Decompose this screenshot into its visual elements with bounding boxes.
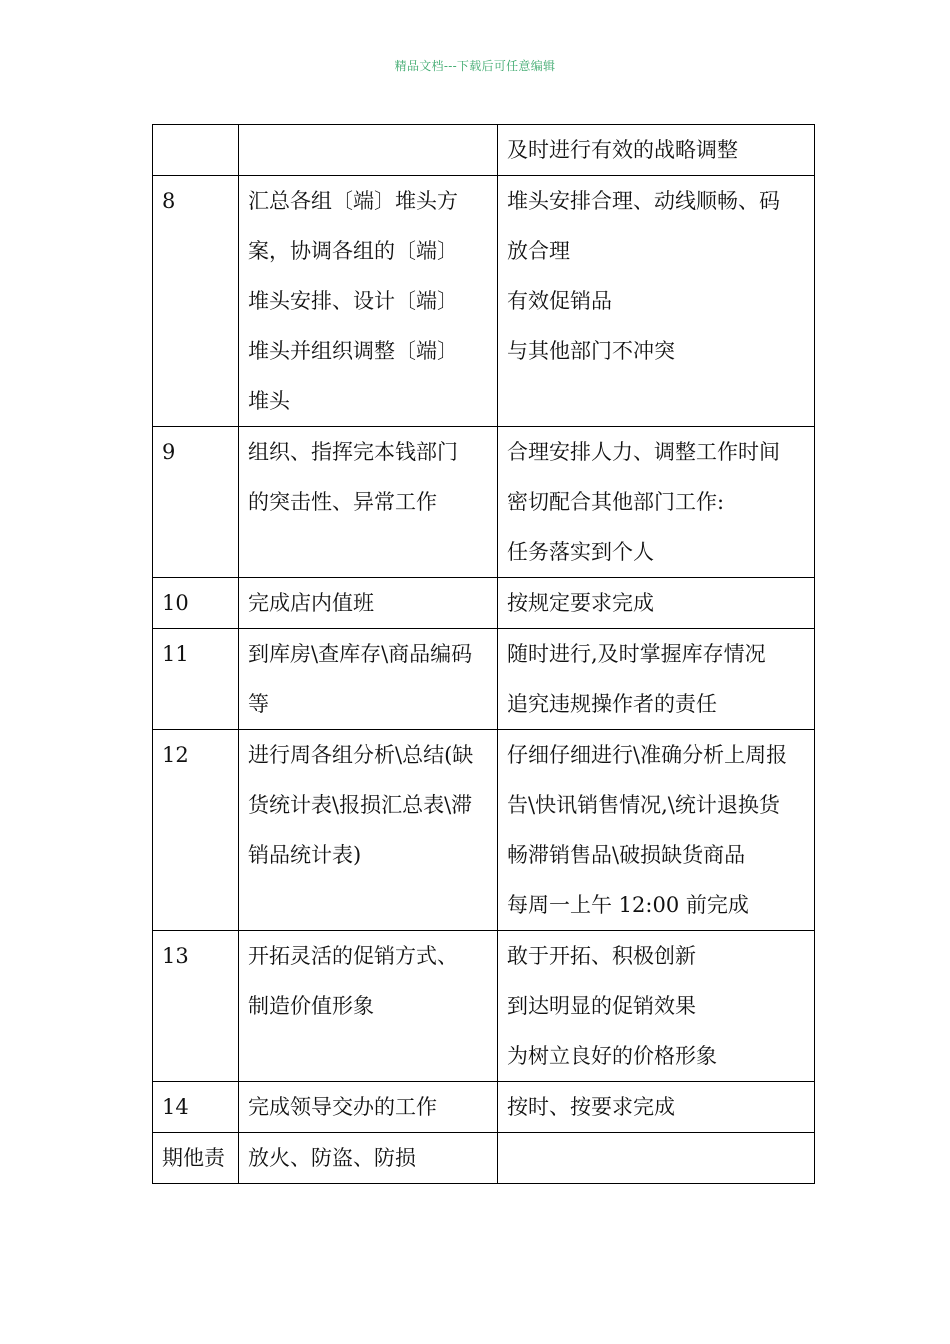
- table-row: [153, 427, 815, 578]
- standard-line: 堆头安排合理、动线顺畅、码: [507, 189, 780, 213]
- row-number: [162, 125, 234, 175]
- task-cell: [239, 931, 498, 1082]
- task-line: 货统计表\报损汇总表\滞: [248, 793, 473, 817]
- task-line: 完成店内值班: [248, 591, 374, 615]
- row-number-cell: [153, 125, 239, 176]
- standard-line: 按时、按要求完成: [507, 1095, 675, 1119]
- page-header-watermark: 精品文档---下载后可任意编辑: [394, 59, 556, 73]
- row-number-cell: [153, 578, 239, 629]
- standard-cell: [498, 1082, 815, 1133]
- row-number-cell: [153, 931, 239, 1082]
- standard-line: 按规定要求完成: [507, 591, 654, 615]
- task-line: 汇总各组〔端〕堆头方: [248, 189, 458, 213]
- standard-line: 敢于开拓、积极创新: [507, 944, 696, 968]
- task-line: 堆头: [248, 389, 290, 413]
- row-number: 14: [162, 1095, 189, 1119]
- task-cell: [239, 427, 498, 578]
- standard-line: 告\快讯销售情况,\统计退换货: [507, 793, 780, 817]
- row-number: 期他责: [162, 1146, 225, 1170]
- standard-line: 有效促销品: [507, 289, 612, 313]
- task-line: 堆头并组织调整〔端〕: [248, 339, 458, 363]
- standard-cell: [498, 629, 815, 730]
- standard-line: 合理安排人力、调整工作时间: [507, 440, 780, 464]
- task-line: 的突击性、异常工作: [248, 490, 437, 514]
- row-number: 10: [162, 591, 189, 615]
- task-line: 制造价值形象: [248, 994, 374, 1018]
- standard-cell: [498, 1133, 815, 1184]
- task-line: 销品统计表): [248, 843, 362, 867]
- task-line: 开拓灵活的促销方式、: [248, 944, 458, 968]
- row-number-cell: [153, 1133, 239, 1184]
- row-number-cell: [153, 176, 239, 427]
- standard-line: 为树立良好的价格形象: [507, 1044, 717, 1068]
- row-number: 11: [162, 642, 189, 666]
- table-row: [153, 176, 815, 427]
- standard-cell: [498, 427, 815, 578]
- task-line: 案，协调各组的〔端〕: [248, 239, 458, 263]
- task-line: 堆头安排、设计〔端〕: [248, 289, 458, 313]
- task-cell: [239, 1082, 498, 1133]
- task-cell: [239, 730, 498, 931]
- row-number-cell: [153, 427, 239, 578]
- duty-table-body: [153, 125, 815, 1184]
- row-number: 9: [162, 440, 176, 464]
- standard-cell: [498, 931, 815, 1082]
- row-number: 13: [162, 944, 189, 968]
- standard-cell: [498, 730, 815, 931]
- table-row: [153, 1133, 815, 1184]
- standard-line: 追究违规操作者的责任: [507, 692, 717, 716]
- standard-line: 随时进行,及时掌握库存情况: [507, 642, 766, 666]
- standard-line: 与其他部门不冲突: [507, 339, 675, 363]
- task-line: 放火、防盗、防损: [248, 1146, 416, 1170]
- standard-line: 及时进行有效的战略调整: [507, 138, 738, 162]
- standard-line: 每周一上午 12:00 前完成: [507, 893, 749, 917]
- standard-line: 放合理: [507, 239, 570, 263]
- row-number-cell: [153, 730, 239, 931]
- table-row: [153, 125, 815, 176]
- standard-line: 畅滞销售品\破损缺货商品: [507, 843, 746, 867]
- task-line: 等: [248, 692, 269, 716]
- table-row: [153, 1082, 815, 1133]
- task-cell: [239, 125, 498, 176]
- task-line: 组织、指挥完本钱部门: [248, 440, 458, 464]
- task-cell: [239, 578, 498, 629]
- task-cell: [239, 629, 498, 730]
- standard-line: 仔细仔细进行\准确分析上周报: [507, 743, 788, 767]
- standard-cell: [498, 176, 815, 427]
- standard-cell: [498, 125, 815, 176]
- task-line: 完成领导交办的工作: [248, 1095, 437, 1119]
- row-number-cell: [153, 1082, 239, 1133]
- table-row: [153, 629, 815, 730]
- task-cell: [239, 1133, 498, 1184]
- task-line: 进行周各组分析\总结(缺: [248, 743, 474, 767]
- standard-cell: [498, 578, 815, 629]
- row-number: 8: [162, 189, 176, 213]
- task-cell: [239, 176, 498, 427]
- row-number-cell: [153, 629, 239, 730]
- duty-table: [152, 124, 815, 1184]
- standard-line: 到达明显的促销效果: [507, 994, 696, 1018]
- row-number: 12: [162, 743, 189, 767]
- table-row: [153, 578, 815, 629]
- table-row: [153, 730, 815, 931]
- task-line: 到库房\查库存\商品编码: [248, 642, 473, 666]
- standard-line: 任务落实到个人: [507, 540, 654, 564]
- table-row: [153, 931, 815, 1082]
- standard-line: 密切配合其他部门工作:: [507, 490, 725, 514]
